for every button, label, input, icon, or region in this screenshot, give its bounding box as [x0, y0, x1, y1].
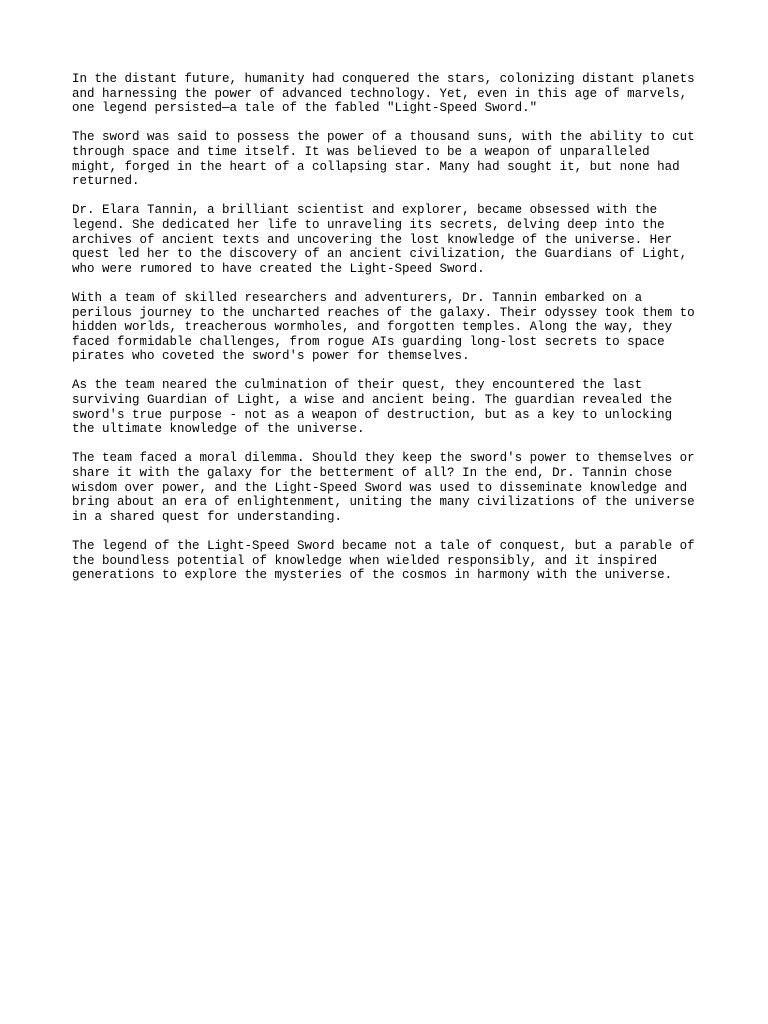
paragraph: The team faced a moral dilemma. Should they keep the sword's power to themselves or share it with the galaxy for the betterment of all? In the end, Dr. Tannin chose wisdom over power, and the Light-Speed Sword was used to disseminate knowledge and bring about an era of enlightenment, uniting the many civilizations of the universe in a shared quest for understanding. — [72, 451, 695, 524]
paragraph: As the team neared the culmination of their quest, they encountered the last surviving Guardian of Light, a wise and ancient being. The guardian revealed the sword's true purpose - not as a weapon of destruction, but as a key to unlocking the ultimate knowledge of the universe. — [72, 378, 673, 437]
paragraph: In the distant future, humanity had conquered the stars, colonizing distant planets and harnessing the power of advanced technology. Yet, even in this age of marvels, one legend persisted—a tale of the fabled "Light-Speed Sword." — [72, 72, 695, 116]
paragraph: The legend of the Light-Speed Sword became not a tale of conquest, but a parable of the boundless potential of knowledge when wielded responsibly, and it inspired generations to explore the mysteries of the cosmos in harmony with the universe. — [72, 539, 695, 583]
paragraph: With a team of skilled researchers and adventurers, Dr. Tannin embarked on a perilous journey to the uncharted reaches of the galaxy. Their odyssey took them to hidden worlds, treacherous wormholes, and forgotten temples. Along the way, they faced formidable challenges, from rogue AIs guarding long-lost secrets to space pirates who coveted the sword's power for themselves. — [72, 290, 695, 364]
paragraph: Dr. Elara Tannin, a brilliant scientist and explorer, became obsessed with the legend. She dedicated her life to unraveling its secrets, delving deep into the archives of ancient texts and uncovering the lost knowledge of the universe. Her quest led her to the discovery of an ancient civilization, the Guardians of Light, who were rumored to have created the Light-Speed Sword. — [72, 203, 688, 276]
paragraph: The sword was said to possess the power of a thousand suns, with the ability to cut through space and time itself. It was believed to be a weapon of unparalleled might, forged in the heart of a collapsing star. Many had sought it, but none had returned. — [72, 130, 695, 189]
document-body — [72, 72, 702, 597]
